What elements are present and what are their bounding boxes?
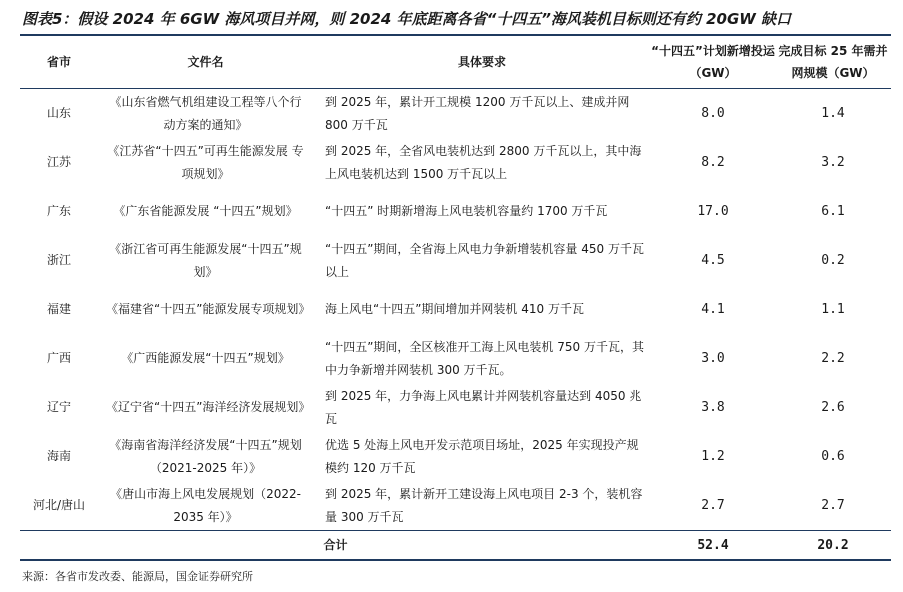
gap-cell: 0.2: [821, 253, 845, 268]
province-cell: 浙江: [46, 253, 71, 267]
plan-cell: 3.0: [701, 351, 725, 366]
gap-cell: 2.2: [821, 351, 845, 366]
total-row: [20, 531, 891, 561]
table-row: [20, 236, 891, 285]
requirement-cell: 到 2025 年，力争海上风电累计并网装机容量达到 4050 兆瓦: [325, 388, 642, 426]
requirement-cell: 到 2025 年，累计新开工建设海上风电项目 2-3 个，装机容量 300 万千瓦: [325, 486, 643, 524]
table-row: [20, 138, 891, 187]
header-document: 文件名: [98, 36, 313, 89]
document-cell: 《海南省海洋经济发展“十四五”规划 （2021-2025 年）》: [109, 437, 302, 475]
table-row: [20, 432, 891, 481]
header-plan: “十四五”计划新增投运（GW）: [651, 36, 775, 89]
source-note: 来源：各省市发改委、能源局，国金证券研究所: [22, 570, 253, 583]
header-requirement: 具体要求: [313, 36, 651, 89]
document-cell: 《广东省能源发展 “十四五”规划》: [113, 204, 298, 218]
header-province: 省市: [20, 36, 98, 89]
plan-cell: 3.8: [701, 400, 725, 415]
requirement-cell: 海上风电“十四五”期间增加并网装机 410 万千瓦: [325, 302, 584, 316]
province-cell: 山东: [46, 106, 71, 120]
header-row: [20, 36, 891, 89]
gap-cell: 2.6: [821, 400, 845, 415]
requirement-cell: “十四五” 时期新增海上风电装机容量约 1700 万千瓦: [325, 204, 608, 218]
gap-cell: 0.6: [821, 449, 845, 464]
document-cell: 《山东省燃气机组建设工程等八个行动方案的通知》: [109, 94, 302, 132]
requirement-cell: 优选 5 处海上风电开发示范项目场址，2025 年实现投产规模约 120 万千瓦: [325, 437, 639, 475]
total-gap: 20.2: [775, 531, 891, 561]
figure-title: 图表5：假设 2024 年 6GW 海风项目并网，则 2024 年底距离各省“十四五”海风装机目标则还有约 20GW 缺口: [22, 10, 792, 28]
province-cell: 辽宁: [46, 400, 71, 414]
province-cell: 福建: [46, 302, 71, 316]
province-cell: 河北/唐山: [32, 498, 86, 512]
province-cell: 海南: [46, 449, 71, 463]
document-cell: 《唐山市海上风电发展规划（2022-2035 年）》: [110, 486, 301, 524]
plan-cell: 8.2: [701, 155, 725, 170]
gap-cell: 1.4: [821, 106, 845, 121]
requirement-cell: 到 2025 年，全省风电装机达到 2800 万千瓦以上，其中海上风电装机达到 1500 万千瓦以上: [325, 143, 642, 181]
gap-cell: 1.1: [821, 302, 845, 317]
gap-cell: 2.7: [821, 498, 845, 513]
document-cell: 《浙江省可再生能源发展“十四五”规划》: [109, 241, 302, 279]
province-cell: 广西: [46, 351, 71, 365]
table-row: [20, 383, 891, 432]
plan-cell: 17.0: [697, 204, 729, 219]
province-cell: 广东: [46, 204, 71, 218]
plan-cell: 8.0: [701, 106, 725, 121]
plan-cell: 2.7: [701, 498, 725, 513]
requirement-cell: “十四五”期间，全省海上风电力争新增装机容量 450 万千瓦以上: [325, 241, 644, 279]
total-plan: 52.4: [651, 531, 775, 561]
target-table: [20, 36, 891, 561]
table-row: [20, 285, 891, 334]
header-gap: 完成目标 25 年需并网规模（GW）: [775, 36, 891, 89]
total-label: 合计: [20, 531, 651, 561]
gap-cell: 6.1: [821, 204, 845, 219]
plan-cell: 1.2: [701, 449, 725, 464]
requirement-cell: “十四五”期间，全区核准开工海上风电装机 750 万千瓦，其中力争新增并网装机 300 万千瓦。: [325, 339, 644, 377]
table-row: [20, 187, 891, 236]
requirement-cell: 到 2025 年，累计开工规模 1200 万千瓦以上、建成并网 800 万千瓦: [325, 94, 630, 132]
document-cell: 《广西能源发展“十四五”规划》: [121, 351, 290, 365]
gap-cell: 3.2: [821, 155, 845, 170]
province-cell: 江苏: [46, 155, 71, 169]
table-row: [20, 481, 891, 531]
table-row: [20, 334, 891, 383]
table-row: [20, 89, 891, 139]
plan-cell: 4.5: [701, 253, 725, 268]
document-cell: 《江苏省“十四五”可再生能源发展 专项规划》: [107, 143, 304, 181]
document-cell: 《辽宁省“十四五”海洋经济发展规划》: [106, 400, 311, 414]
document-cell: 《福建省“十四五”能源发展专项规划》: [106, 302, 311, 316]
plan-cell: 4.1: [701, 302, 725, 317]
